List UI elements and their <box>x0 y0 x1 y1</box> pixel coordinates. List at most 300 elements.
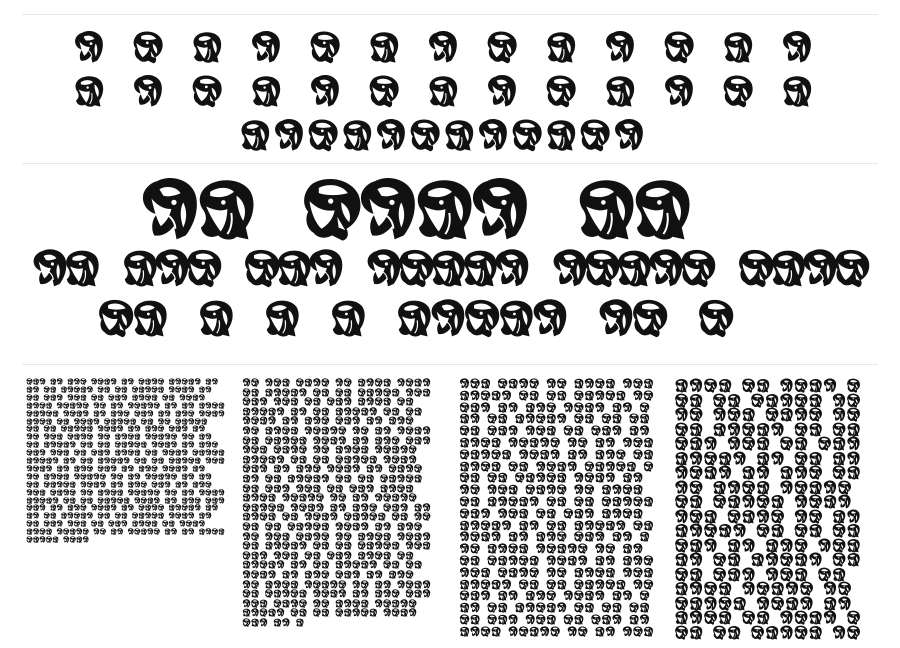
glyph <box>809 466 822 480</box>
glyph <box>260 494 268 502</box>
glyph <box>57 434 63 440</box>
glyph <box>87 434 93 441</box>
glyph <box>336 522 343 530</box>
glyph <box>704 582 717 596</box>
paragraph-col-3-line <box>459 496 659 507</box>
glyph <box>602 615 611 625</box>
glyph <box>199 426 205 433</box>
glyph <box>623 378 632 388</box>
glyph <box>219 529 225 535</box>
paragraph-col-1-line <box>26 402 226 409</box>
paragraph-col-4-line <box>674 451 870 466</box>
glyph <box>554 249 587 286</box>
glyph <box>411 120 440 152</box>
glyph <box>44 442 50 448</box>
glyph <box>397 398 405 406</box>
glyph <box>291 551 298 559</box>
paragraph-col-3-line <box>459 378 659 389</box>
glyph <box>68 386 74 393</box>
glyph <box>128 378 134 385</box>
glyph <box>274 541 281 549</box>
glyph <box>81 434 87 441</box>
glyph <box>481 579 490 589</box>
glyph <box>299 503 307 511</box>
glyph <box>353 494 360 502</box>
glyph <box>122 378 128 384</box>
glyph <box>135 434 141 440</box>
glyph <box>353 523 360 531</box>
glyph <box>50 489 56 496</box>
paragraph-col-2-line <box>242 512 438 521</box>
glyph <box>111 481 117 487</box>
glyph <box>27 497 33 503</box>
glyph <box>282 436 289 444</box>
headline-line-2 <box>30 248 875 288</box>
glyph <box>361 589 368 597</box>
glyph <box>623 473 632 483</box>
glyph <box>423 426 430 434</box>
glyph <box>63 410 69 417</box>
glyph <box>460 485 469 495</box>
glyph <box>809 552 821 566</box>
glyph <box>338 494 346 502</box>
glyph <box>68 520 74 527</box>
glyph <box>502 450 511 460</box>
glyph <box>600 299 633 336</box>
glyph <box>809 509 822 523</box>
glyph <box>339 503 346 511</box>
glyph <box>509 568 518 578</box>
glyph <box>526 614 535 624</box>
glyph <box>366 532 373 540</box>
glyph <box>623 437 632 447</box>
glyph <box>245 250 279 287</box>
glyph <box>243 426 250 434</box>
glyph <box>53 410 59 416</box>
glyph <box>27 529 33 535</box>
glyph <box>574 520 583 530</box>
glyph <box>780 393 792 407</box>
glyph <box>766 408 779 422</box>
glyph <box>260 551 267 559</box>
glyph <box>80 497 86 504</box>
glyph <box>199 465 205 472</box>
glyph <box>585 485 594 495</box>
glyph <box>83 536 89 543</box>
glyph <box>508 497 517 507</box>
glyph <box>423 378 430 386</box>
glyph <box>690 480 703 494</box>
glyph <box>771 596 784 610</box>
glyph <box>810 379 822 392</box>
glyph <box>57 378 63 385</box>
glyph <box>361 522 368 530</box>
glyph <box>406 407 414 415</box>
glyph <box>200 180 254 239</box>
glyph <box>193 521 199 527</box>
glyph <box>128 505 134 512</box>
glyph <box>471 556 480 566</box>
glyph <box>595 579 604 589</box>
glyph <box>574 485 583 495</box>
glyph <box>742 422 755 436</box>
glyph <box>100 402 106 409</box>
glyph <box>91 505 97 512</box>
glyph <box>76 402 82 409</box>
glyph <box>175 386 181 393</box>
glyph <box>640 532 649 542</box>
glyph <box>833 509 845 522</box>
glyph <box>336 561 343 569</box>
paragraph-col-4-line <box>674 581 870 596</box>
glyph <box>375 427 382 435</box>
glyph <box>330 426 337 434</box>
glyph <box>585 250 619 287</box>
glyph <box>629 414 638 424</box>
glyph <box>182 434 188 441</box>
paragraph-col-4-line <box>674 465 870 480</box>
glyph <box>111 529 117 535</box>
glyph <box>392 388 399 396</box>
glyph <box>98 521 104 527</box>
glyph <box>111 497 117 504</box>
paragraph-col-1-line <box>26 489 226 496</box>
glyph <box>780 553 793 567</box>
glyph <box>111 418 117 424</box>
glyph <box>33 489 39 496</box>
glyph <box>519 567 528 577</box>
glyph <box>629 603 638 613</box>
glyph <box>481 438 490 448</box>
glyph <box>40 497 46 504</box>
glyph <box>833 407 845 421</box>
glyph <box>585 520 594 530</box>
glyph <box>139 386 145 392</box>
glyph <box>766 393 778 406</box>
glyph <box>471 450 480 460</box>
glyph <box>27 489 33 496</box>
glyph <box>406 570 414 578</box>
glyph <box>574 390 583 400</box>
glyph <box>158 473 164 479</box>
glyph <box>757 480 769 493</box>
glyph <box>358 551 365 559</box>
glyph <box>313 388 321 396</box>
glyph <box>27 481 33 488</box>
glyph <box>406 541 413 549</box>
glyph <box>757 422 769 435</box>
glyph <box>460 449 469 459</box>
glyph <box>141 457 147 463</box>
glyph <box>175 513 181 520</box>
glyph <box>322 427 329 435</box>
glyph <box>743 509 755 522</box>
glyph <box>676 611 688 624</box>
glyph <box>282 580 290 588</box>
glyph <box>192 449 198 456</box>
glyph <box>124 418 130 425</box>
glyph <box>243 551 251 559</box>
glyph <box>591 615 600 625</box>
glyph <box>188 505 194 511</box>
glyph <box>530 627 539 637</box>
glyph <box>63 418 69 424</box>
glyph <box>460 497 469 507</box>
glyph <box>57 473 63 480</box>
glyph <box>358 542 366 550</box>
glyph <box>274 580 281 588</box>
glyph <box>299 609 306 617</box>
glyph <box>152 426 158 433</box>
glyph <box>162 394 168 401</box>
glyph <box>251 465 258 473</box>
glyph <box>98 513 104 520</box>
glyph <box>585 414 594 424</box>
glyph <box>547 76 576 108</box>
glyph <box>98 505 104 512</box>
glyph <box>564 615 573 625</box>
glyph <box>728 625 740 638</box>
glyph <box>606 555 615 565</box>
glyph <box>383 609 390 617</box>
glyph <box>132 394 138 400</box>
glyph <box>591 426 600 436</box>
glyph <box>526 426 535 436</box>
glyph <box>171 434 177 441</box>
glyph <box>675 480 687 494</box>
glyph <box>488 497 497 507</box>
glyph <box>460 520 469 530</box>
glyph <box>195 497 201 504</box>
glyph <box>353 580 360 588</box>
glyph <box>122 505 128 511</box>
glyph <box>335 609 343 617</box>
glyph <box>704 379 717 393</box>
glyph <box>515 414 524 424</box>
glyph <box>265 590 273 598</box>
glyph <box>574 379 583 389</box>
glyph <box>40 410 46 417</box>
glyph <box>274 599 282 607</box>
glyph <box>70 457 76 464</box>
glyph <box>313 532 320 540</box>
glyph <box>508 461 517 471</box>
glyph <box>165 529 171 535</box>
glyph <box>564 591 573 601</box>
glyph <box>536 473 545 483</box>
glyph <box>690 509 703 523</box>
glyph <box>304 179 360 241</box>
glyph <box>265 580 272 588</box>
glyph <box>557 579 566 589</box>
glyph <box>265 542 272 550</box>
glyph <box>406 378 414 386</box>
glyph <box>519 461 528 471</box>
glyph <box>795 509 807 523</box>
glyph <box>57 489 63 495</box>
glyph <box>322 561 329 569</box>
glyph <box>212 528 218 535</box>
glyph <box>536 603 545 613</box>
glyph <box>83 410 89 417</box>
glyph <box>74 473 80 480</box>
glyph <box>623 532 632 542</box>
glyph <box>460 556 469 566</box>
glyph <box>368 249 401 286</box>
glyph <box>313 445 320 453</box>
glyph <box>313 436 320 444</box>
glyph <box>33 465 39 472</box>
glyph <box>268 494 275 502</box>
glyph <box>182 410 188 417</box>
glyph <box>87 513 93 520</box>
paragraph-col-2-line <box>242 426 438 435</box>
glyph <box>104 449 110 456</box>
glyph <box>509 426 518 436</box>
glyph <box>392 542 399 550</box>
glyph <box>305 532 312 540</box>
glyph <box>471 473 480 483</box>
headline-line-3 <box>96 298 816 338</box>
glyph <box>470 461 479 471</box>
glyph <box>519 378 528 388</box>
glyph <box>75 31 103 63</box>
glyph <box>111 402 117 408</box>
glyph <box>344 571 351 579</box>
glyph <box>547 567 556 577</box>
glyph <box>117 418 123 425</box>
glyph <box>757 495 770 509</box>
glyph <box>115 450 121 456</box>
glyph <box>291 427 298 435</box>
glyph <box>33 450 39 456</box>
paragraph-col-2-line <box>242 464 438 473</box>
glyph <box>206 441 212 448</box>
headline-line-1 <box>137 176 777 242</box>
glyph <box>781 408 793 421</box>
glyph <box>322 523 329 531</box>
glyph <box>392 494 399 502</box>
glyph <box>370 76 399 108</box>
glyph <box>498 426 507 436</box>
glyph <box>370 32 398 63</box>
glyph <box>206 449 212 456</box>
glyph <box>344 445 351 453</box>
glyph <box>282 417 289 425</box>
glyph <box>375 465 382 473</box>
glyph <box>848 553 860 566</box>
glyph <box>757 524 770 538</box>
glyph <box>199 481 205 488</box>
glyph <box>481 379 490 389</box>
glyph <box>282 542 290 550</box>
glyph <box>498 567 507 577</box>
glyph <box>251 426 259 434</box>
glyph <box>550 438 559 448</box>
glyph <box>219 457 225 463</box>
glyph <box>804 249 837 286</box>
glyph <box>551 449 560 459</box>
paragraph-col-3-line <box>459 461 659 472</box>
glyph <box>833 451 845 464</box>
glyph <box>676 582 688 595</box>
glyph <box>63 481 69 488</box>
glyph <box>104 386 110 392</box>
glyph <box>33 402 39 409</box>
glyph <box>414 503 421 511</box>
glyph <box>595 390 604 400</box>
glyph <box>491 449 500 459</box>
paragraph-col-2-line <box>242 560 438 569</box>
glyph <box>291 580 298 588</box>
glyph <box>251 580 259 588</box>
glyph <box>321 378 329 386</box>
glyph <box>335 465 343 473</box>
glyph <box>398 301 431 337</box>
glyph <box>122 386 128 392</box>
alphabet-row-uppercase-1 <box>72 30 852 64</box>
glyph <box>400 599 407 607</box>
glyph <box>353 426 360 434</box>
glyph <box>74 386 80 393</box>
paragraph-col-4-line <box>674 509 870 524</box>
glyph <box>574 532 583 542</box>
glyph <box>375 388 382 396</box>
glyph <box>606 379 615 389</box>
glyph <box>397 378 404 386</box>
glyph <box>602 497 611 507</box>
glyph <box>265 484 273 492</box>
glyph <box>111 426 117 432</box>
glyph <box>406 590 414 598</box>
glyph <box>87 489 93 496</box>
glyph <box>335 542 343 550</box>
glyph <box>158 426 164 433</box>
glyph <box>742 437 755 451</box>
glyph <box>392 407 399 415</box>
glyph <box>630 426 639 436</box>
glyph <box>162 465 168 472</box>
glyph <box>336 551 343 559</box>
glyph <box>80 457 86 464</box>
glyph <box>492 520 501 530</box>
glyph <box>515 473 524 483</box>
glyph <box>148 418 154 424</box>
glyph <box>296 619 303 627</box>
glyph <box>423 542 430 550</box>
glyph <box>557 461 566 471</box>
glyph <box>526 591 535 601</box>
glyph <box>574 414 583 424</box>
glyph <box>165 442 171 448</box>
glyph <box>383 455 390 463</box>
glyph <box>46 465 52 472</box>
glyph <box>134 426 140 433</box>
glyph <box>644 461 653 471</box>
glyph <box>188 441 194 448</box>
glyph <box>27 442 33 449</box>
glyph <box>165 481 171 488</box>
glyph <box>623 508 632 518</box>
glyph <box>742 494 754 508</box>
glyph <box>316 503 323 511</box>
glyph <box>630 615 639 625</box>
glyph <box>470 485 479 495</box>
glyph <box>188 434 194 441</box>
glyph <box>344 609 351 617</box>
glyph <box>344 378 352 386</box>
glyph <box>361 599 368 607</box>
